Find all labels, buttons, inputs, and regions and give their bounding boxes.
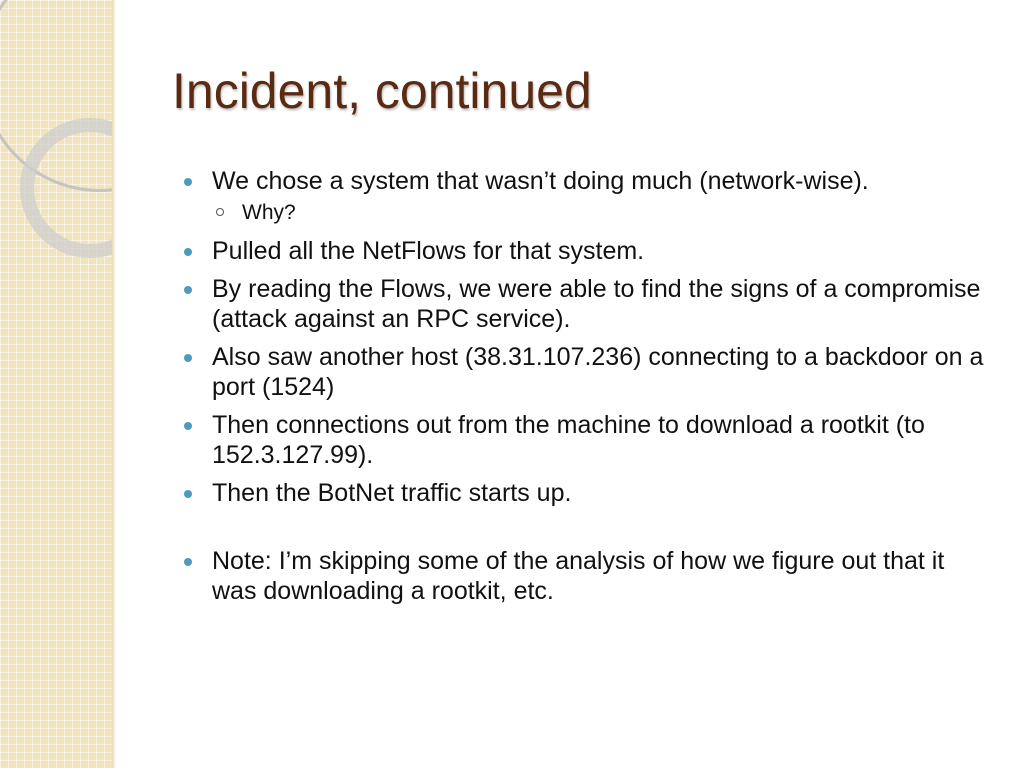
- bullet-text: Then connections out from the machine to download a rootkit (to 152.3.127.99).: [212, 411, 925, 469]
- bullet-dot-icon: [184, 422, 192, 430]
- decorative-side-panel: [0, 0, 112, 768]
- slide-title: Incident, continued: [172, 63, 592, 119]
- bullet-item: [184, 274, 994, 334]
- bullet-item-note: [184, 546, 994, 606]
- sub-bullet-text: Why?: [242, 201, 296, 224]
- bullet-item: [184, 236, 994, 266]
- bullet-dot-icon: [184, 354, 192, 362]
- bullet-dot-icon: [184, 178, 192, 186]
- sub-bullet-item: [184, 200, 994, 226]
- bullet-dot-icon: [184, 286, 192, 294]
- bullet-text: Also saw another host (38.31.107.236) connecting to a backdoor on a port (1524): [212, 343, 984, 401]
- bullet-item: [184, 342, 994, 402]
- bullet-text: By reading the Flows, we were able to find the signs of a compromise (attack against an RPC service).: [212, 275, 981, 333]
- bullet-item: [184, 410, 994, 470]
- panel-edge: [112, 0, 116, 768]
- bullet-item: [184, 478, 994, 508]
- bullet-dot-icon: [184, 490, 192, 498]
- bullet-text: We chose a system that wasn’t doing much (network-wise).: [212, 167, 869, 195]
- bullet-text: Note: I’m skipping some of the analysis of how we figure out that it was downloading a rootkit, etc.: [212, 547, 945, 605]
- bullet-text: Then the BotNet traffic starts up.: [212, 479, 572, 507]
- bullet-dot-icon: [184, 248, 192, 256]
- bullet-text: Pulled all the NetFlows for that system.: [212, 237, 645, 265]
- slide-content: [184, 166, 994, 614]
- bullet-item: [184, 166, 994, 196]
- sub-bullet-ring-icon: [216, 208, 224, 216]
- bullet-dot-icon: [184, 558, 192, 566]
